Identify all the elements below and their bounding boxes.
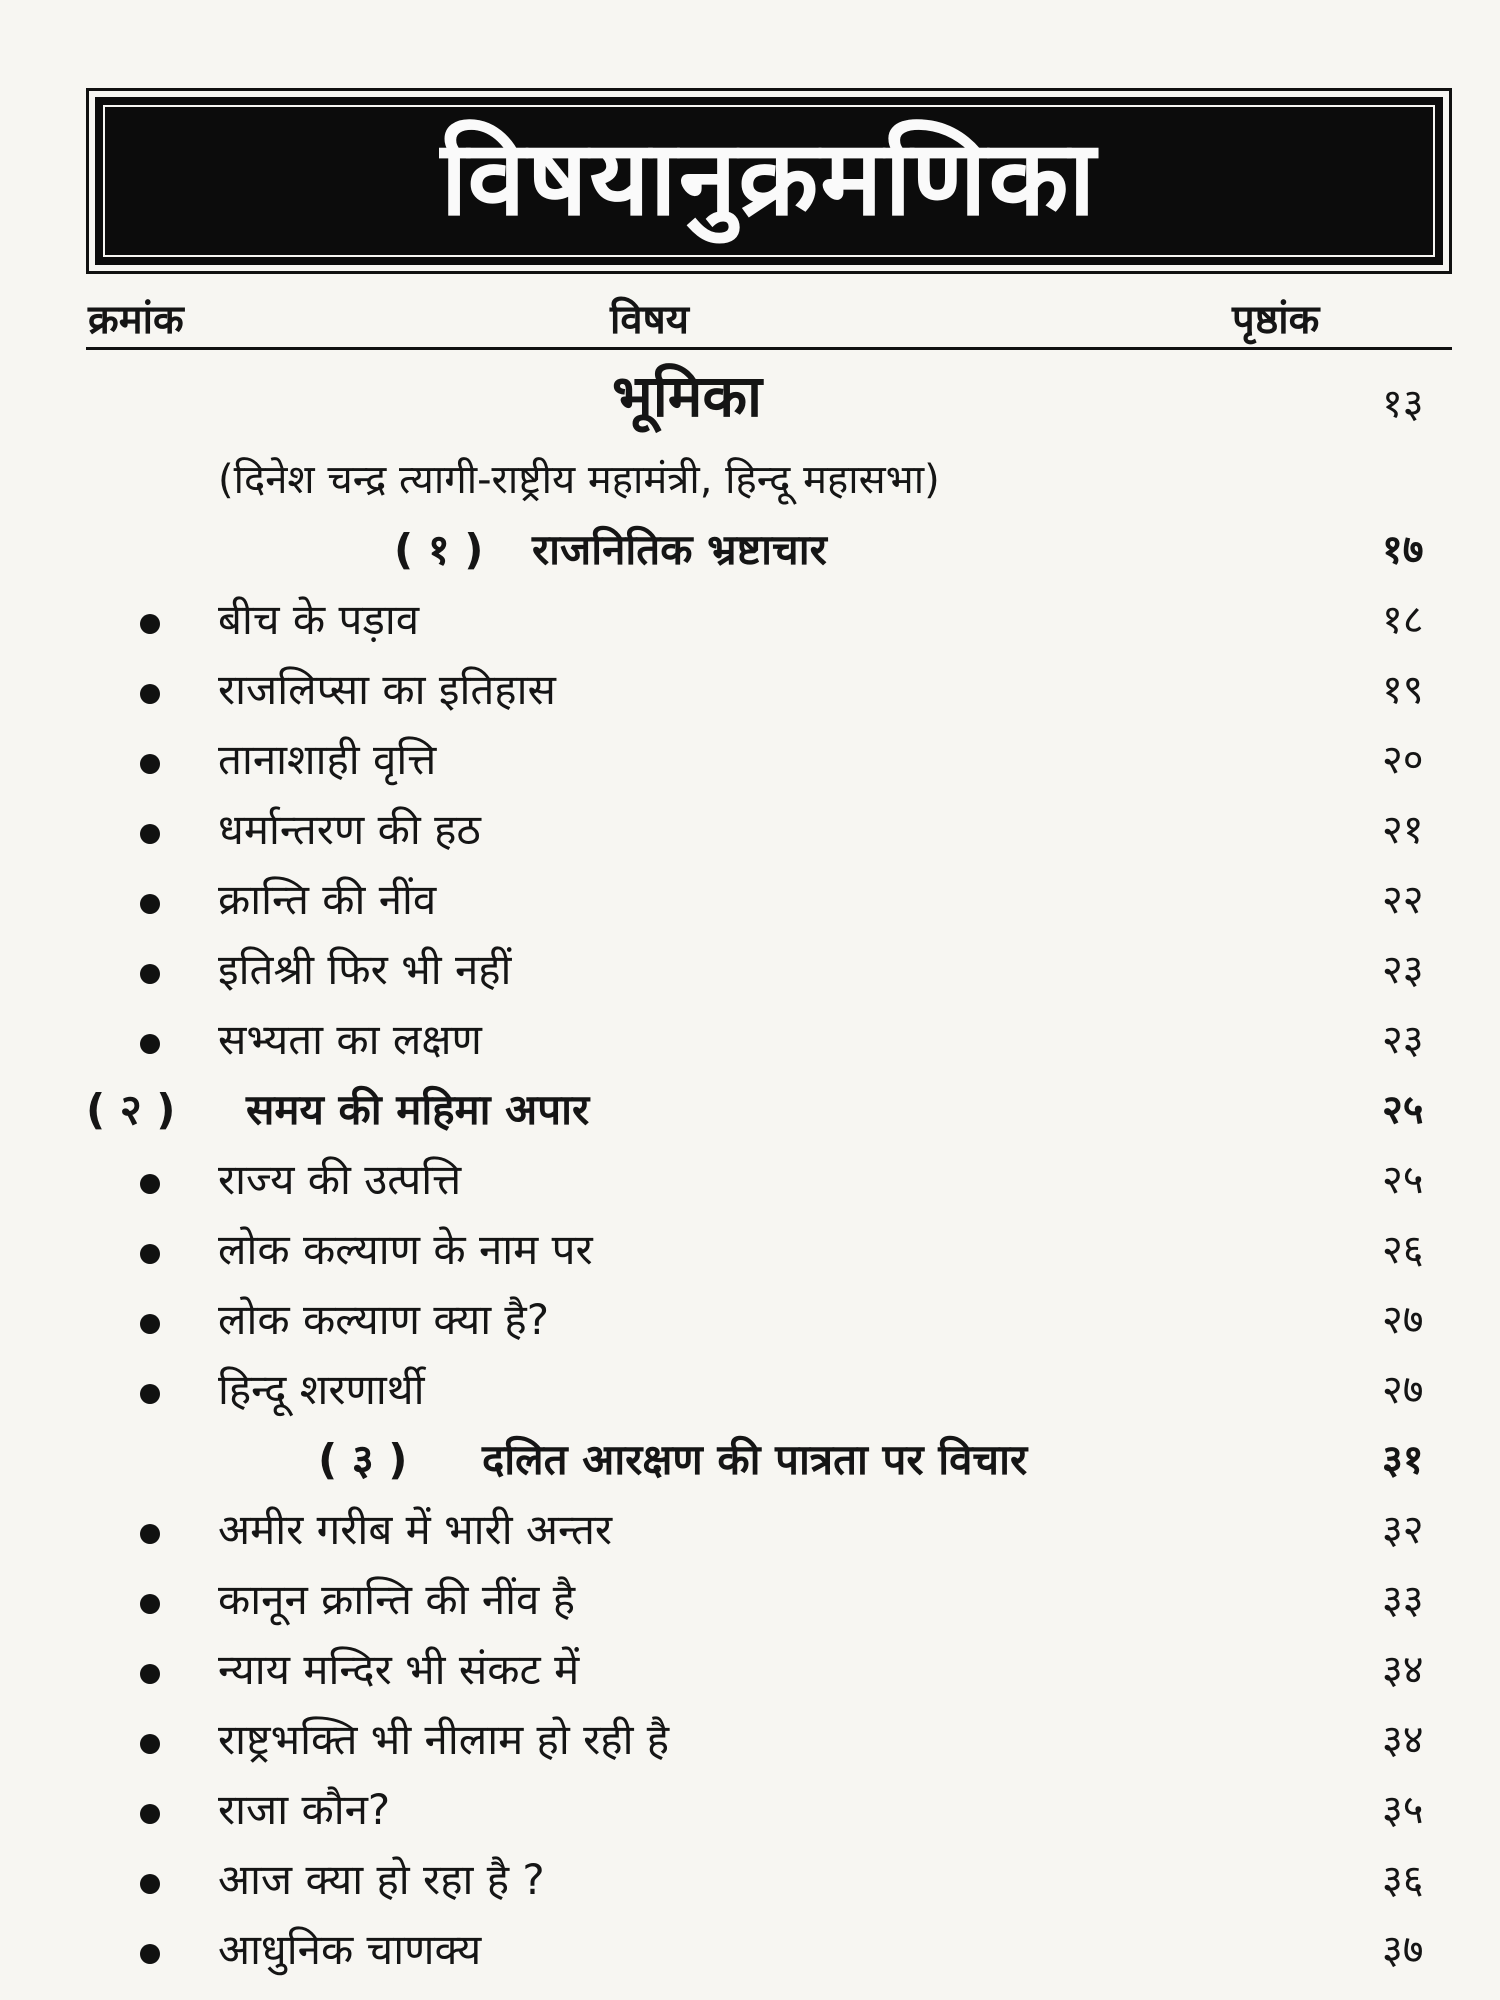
- item-text: आज क्या हो रहा है ?: [218, 1855, 545, 1904]
- list-item: [0, 590, 1500, 650]
- item-page: २२: [1382, 877, 1424, 923]
- section-title: राजनितिक भ्रष्टाचार: [532, 525, 827, 574]
- item-page: २३: [1382, 1017, 1424, 1063]
- preface-page: १३: [1382, 381, 1424, 427]
- item-text: बीच के पड़ाव: [218, 595, 420, 644]
- bullet-icon: [140, 824, 160, 844]
- list-item: [0, 1220, 1500, 1280]
- item-text: धर्मान्तरण की हठ: [218, 805, 481, 854]
- preface-label: भूमिका: [612, 362, 763, 430]
- section-page: १७: [1382, 527, 1424, 573]
- preface-row: [0, 362, 1500, 430]
- item-page: १८: [1382, 597, 1424, 643]
- item-text: तानाशाही वृत्ति: [218, 735, 437, 784]
- list-item: [0, 800, 1500, 860]
- list-item: [0, 1920, 1500, 1980]
- item-text: हिन्दू शरणार्थी: [218, 1365, 425, 1414]
- bullet-icon: [140, 1244, 160, 1264]
- section-row: [0, 1430, 1500, 1490]
- preface-note: (दिनेश चन्द्र त्यागी-राष्ट्रीय महामंत्री, हिन्दू महासभा): [218, 457, 940, 503]
- column-header-page: पृष्ठांक: [1232, 297, 1320, 343]
- item-page: २६: [1382, 1227, 1424, 1273]
- bullet-icon: [140, 1874, 160, 1894]
- list-item: [0, 940, 1500, 1000]
- item-text: इतिश्री फिर भी नहीं: [218, 945, 512, 994]
- bullet-icon: [140, 1944, 160, 1964]
- bullet-icon: [140, 1594, 160, 1614]
- bullet-icon: [140, 1314, 160, 1334]
- item-text: सभ्यता का लक्षण: [218, 1015, 482, 1064]
- item-text: राजलिप्सा का इतिहास: [218, 665, 556, 714]
- section-number: ( ३ ): [318, 1435, 408, 1484]
- item-page: ३२: [1382, 1507, 1424, 1553]
- item-page: २५: [1382, 1157, 1424, 1203]
- bullet-icon: [140, 1664, 160, 1684]
- section-page: २५: [1382, 1087, 1424, 1133]
- list-item: [0, 730, 1500, 790]
- bullet-icon: [140, 684, 160, 704]
- bullet-icon: [140, 1734, 160, 1754]
- item-page: ३४: [1382, 1647, 1424, 1693]
- item-page: १९: [1382, 667, 1424, 713]
- item-page: ३५: [1382, 1787, 1424, 1833]
- section-title: समय की महिमा अपार: [246, 1085, 590, 1134]
- bullet-icon: [140, 1034, 160, 1054]
- item-page: ३६: [1382, 1857, 1424, 1903]
- item-page: २७: [1382, 1367, 1424, 1413]
- item-page: २३: [1382, 947, 1424, 993]
- section-number: ( १ ): [394, 525, 484, 574]
- item-text: राज्य की उत्पत्ति: [218, 1155, 462, 1204]
- section-number: ( २ ): [86, 1085, 176, 1134]
- section-title: दलित आरक्षण की पात्रता पर विचार: [482, 1435, 1028, 1484]
- item-text: लोक कल्याण क्या है?: [218, 1295, 550, 1344]
- list-item: [0, 1010, 1500, 1070]
- bullet-icon: [140, 754, 160, 774]
- list-item: [0, 1290, 1500, 1350]
- list-item: [0, 1780, 1500, 1840]
- bullet-icon: [140, 1384, 160, 1404]
- item-page: ३४: [1382, 1717, 1424, 1763]
- page-title: विषयानुक्रमणिका: [440, 117, 1098, 239]
- item-page: २७: [1382, 1297, 1424, 1343]
- preface-note-row: [0, 450, 1500, 510]
- item-text: लोक कल्याण के नाम पर: [218, 1225, 593, 1274]
- bullet-icon: [140, 1804, 160, 1824]
- title-banner: [86, 88, 1452, 274]
- item-text: क्रान्ति की नींव: [218, 875, 437, 924]
- bullet-icon: [140, 614, 160, 634]
- bullet-icon: [140, 1174, 160, 1194]
- column-header-serial: क्रमांक: [88, 297, 184, 343]
- item-page: २१: [1382, 807, 1424, 853]
- item-page: ३३: [1382, 1577, 1424, 1623]
- item-text: कानून क्रान्ति की नींव है: [218, 1575, 576, 1624]
- list-item: [0, 1150, 1500, 1210]
- item-text: आधुनिक चाणक्य: [218, 1925, 482, 1974]
- item-text: न्याय मन्दिर भी संकट में: [218, 1645, 580, 1694]
- column-header-subject: विषय: [610, 297, 689, 343]
- bullet-icon: [140, 964, 160, 984]
- item-page: ३७: [1382, 1927, 1424, 1973]
- item-page: २०: [1382, 737, 1424, 783]
- list-item: [0, 1500, 1500, 1560]
- item-text: राजा कौन?: [218, 1785, 391, 1834]
- section-row: [0, 1080, 1500, 1140]
- header-divider: [86, 347, 1452, 350]
- section-page: ३१: [1382, 1437, 1424, 1483]
- bullet-icon: [140, 1524, 160, 1544]
- list-item: [0, 1360, 1500, 1420]
- bullet-icon: [140, 894, 160, 914]
- list-item: [0, 1640, 1500, 1700]
- list-item: [0, 660, 1500, 720]
- section-row: [0, 520, 1500, 580]
- list-item: [0, 1710, 1500, 1770]
- title-banner-inner: [95, 97, 1443, 265]
- list-item: [0, 1570, 1500, 1630]
- item-text: अमीर गरीब में भारी अन्तर: [218, 1505, 613, 1554]
- item-text: राष्ट्रभक्ति भी नीलाम हो रही है: [218, 1715, 670, 1764]
- list-item: [0, 870, 1500, 930]
- list-item: [0, 1850, 1500, 1910]
